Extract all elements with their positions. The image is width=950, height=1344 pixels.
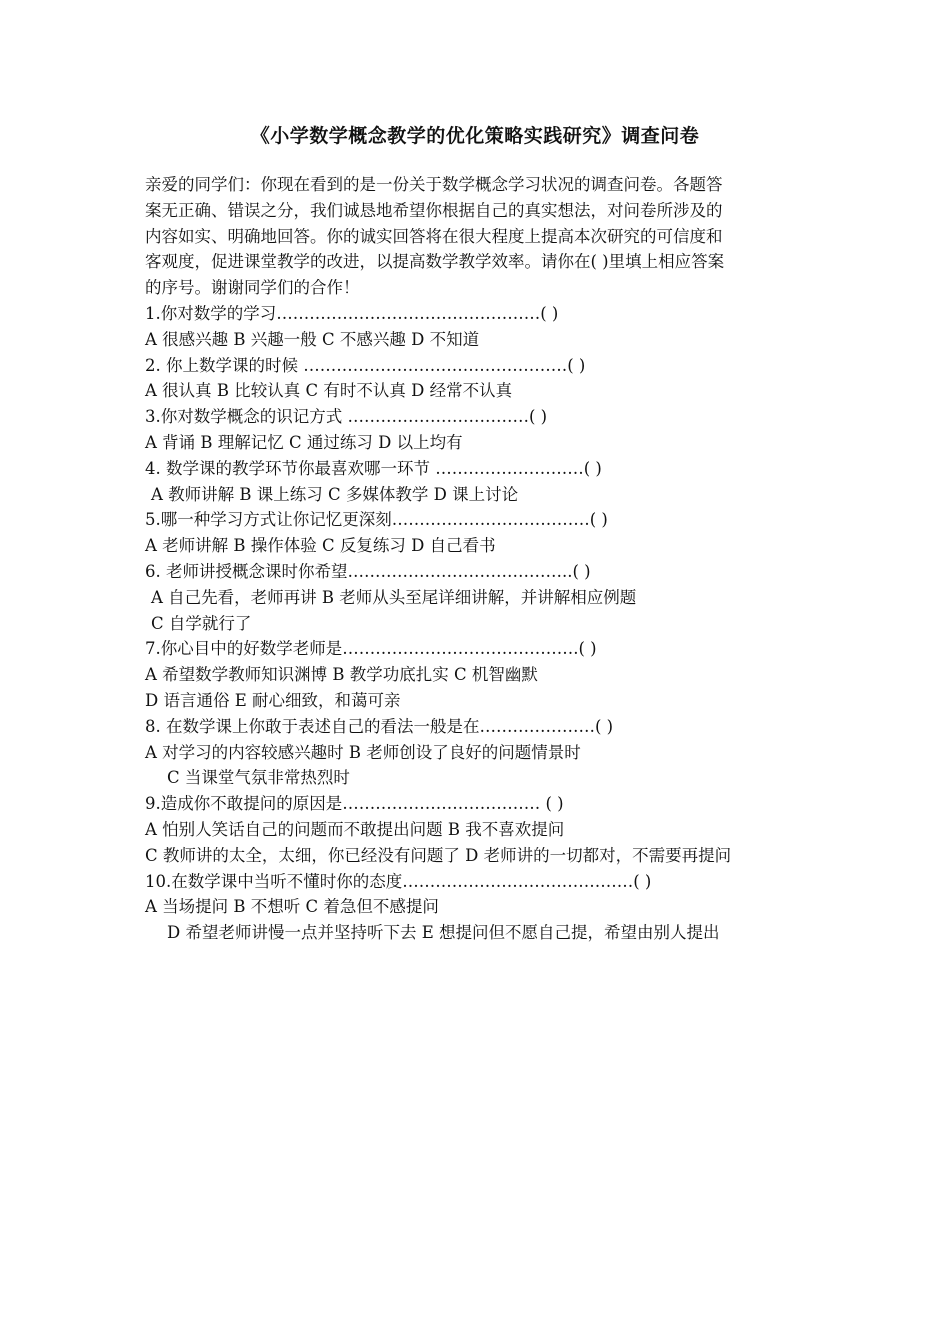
question-prompt: 9.造成你不敢提问的原因是……………………………… ( )	[145, 794, 564, 814]
question-2	[145, 353, 815, 405]
question-prompt: 4. 数学课的教学环节你最喜欢哪一环节 ………………………( )	[145, 458, 602, 478]
intro-line: 案无正确、错误之分，我们诚恳地希望你根据自己的真实想法，对问卷所涉及的	[145, 200, 723, 220]
question-options: C 自学就行了	[151, 613, 252, 633]
question-options: A 自己先看，老师再讲 B 老师从头至尾详细讲解，并讲解相应例题	[151, 587, 637, 607]
question-10	[145, 869, 815, 946]
question-prompt: 10.在数学课中当听不懂时你的态度……………………………………( )	[145, 871, 652, 891]
question-1	[145, 301, 815, 353]
question-prompt: 2. 你上数学课的时候 …………………………………………( )	[145, 355, 586, 375]
question-prompt: 1.你对数学的学习…………………………………………( )	[145, 303, 559, 323]
question-options: C 教师讲的太全，太细，你已经没有问题了 D 老师讲的一切都对，不需要再提问	[145, 845, 732, 865]
question-prompt: 3.你对数学概念的识记方式 ……………………………( )	[145, 407, 548, 427]
intro-line: 客观度，促进课堂教学的改进，以提高数学教学效率。请你在( )里填上相应答案	[145, 252, 725, 272]
question-options: C 当课堂气氛非常热烈时	[167, 768, 350, 788]
question-options: A 很感兴趣 B 兴趣一般 C 不感兴趣 D 不知道	[145, 329, 480, 349]
question-options: A 教师讲解 B 课上练习 C 多媒体教学 D 课上讨论	[151, 484, 519, 504]
question-prompt: 7.你心目中的好数学老师是…………………………………….( )	[145, 639, 597, 659]
question-options: A 很认真 B 比较认真 C 有时不认真 D 经常不认真	[145, 381, 513, 401]
question-6	[145, 559, 815, 636]
question-options: D 语言通俗 E 耐心细致，和蔼可亲	[145, 690, 401, 710]
question-options: A 老师讲解 B 操作体验 C 反复练习 D 自己看书	[145, 536, 496, 556]
question-prompt: 6. 老师讲授概念课时你希望…………………………………..( )	[145, 561, 591, 581]
questionnaire-body	[145, 172, 815, 946]
intro-line: 内容如实、明确地回答。你的诚实回答将在很大程度上提高本次研究的可信度和	[145, 226, 723, 246]
question-options: A 希望数学教师知识渊博 B 教学功底扎实 C 机智幽默	[145, 665, 538, 685]
question-7	[145, 636, 815, 713]
question-9	[145, 791, 815, 868]
question-8	[145, 714, 815, 791]
question-options: D 希望老师讲慢一点并坚持听下去 E 想提问但不愿自己提，希望由别人提出	[167, 923, 720, 943]
question-3	[145, 404, 815, 456]
question-prompt: 8. 在数学课上你敢于表述自己的看法一般是在…………………( )	[145, 716, 614, 736]
intro-line: 的序号。谢谢同学们的合作！	[145, 278, 360, 298]
document-title: 《小学数学概念教学的优化策略实践研究》调查问卷	[250, 125, 700, 147]
intro-paragraph	[145, 172, 815, 301]
question-4	[145, 456, 815, 508]
question-5	[145, 507, 815, 559]
question-options: A 怕别人笑话自己的问题而不敢提出问题 B 我不喜欢提问	[145, 819, 565, 839]
question-options: A 当场提问 B 不想听 C 着急但不感提问	[145, 897, 439, 917]
question-options: A 背诵 B 理解记忆 C 通过练习 D 以上均有	[145, 432, 463, 452]
question-options: A 对学习的内容较感兴趣时 B 老师创设了良好的问题情景时	[145, 742, 581, 762]
question-prompt: 5.哪一种学习方式让你记忆更深刻………………………………( )	[145, 510, 608, 530]
intro-line: 亲爱的同学们：你现在看到的是一份关于数学概念学习状况的调查问卷。各题答	[145, 175, 723, 194]
